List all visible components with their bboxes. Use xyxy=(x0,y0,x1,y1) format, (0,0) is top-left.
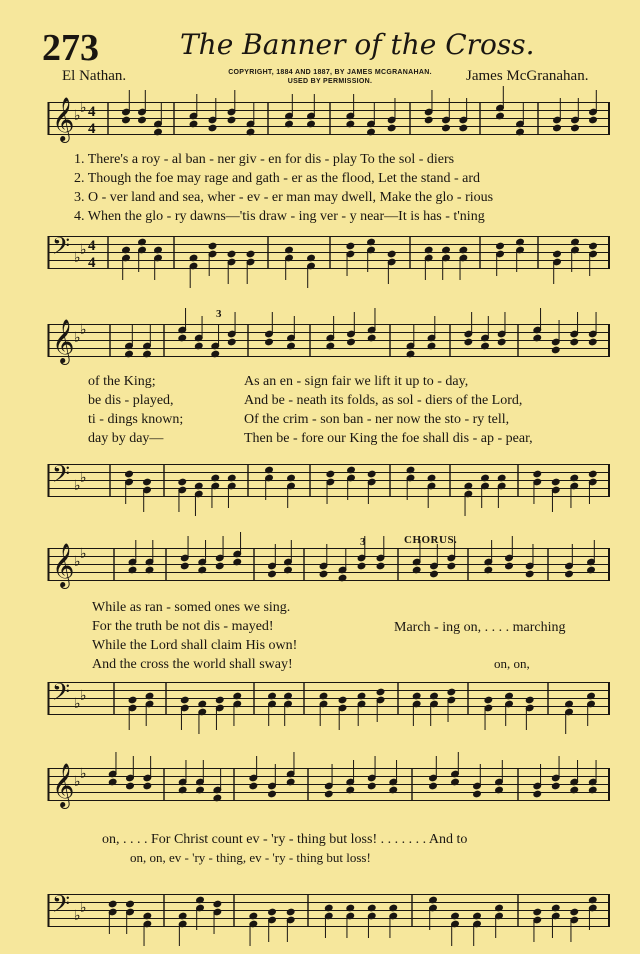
svg-text:4: 4 xyxy=(88,238,96,254)
svg-text:♭: ♭ xyxy=(74,478,81,494)
svg-text:♭: ♭ xyxy=(80,900,87,916)
svg-text:4: 4 xyxy=(88,121,96,137)
treble-staff xyxy=(48,543,610,596)
chorus-lyrics: on, . . . . For Christ count ev - 'ry - thing but loss! . . . . . . . And to xyxy=(102,832,468,847)
copyright-notice xyxy=(196,68,464,86)
svg-text:𝄢: 𝄢 xyxy=(52,678,71,711)
svg-text:♭: ♭ xyxy=(74,696,81,712)
svg-text:♭: ♭ xyxy=(74,554,81,570)
lyric-fragment: As an en - sign fair we lift it up to - day, xyxy=(244,374,469,389)
verse-1-line: 1. There's a roy - al ban - ner giv - en for dis - play To the sol - diers xyxy=(74,152,455,167)
hymn-title: The Banner of the Cross. xyxy=(180,28,535,61)
svg-text:♭: ♭ xyxy=(80,322,87,338)
lyric-fragment: Of the crim - son ban - ner now the sto - ry tell, xyxy=(244,412,510,427)
lyric-fragment: of the King; xyxy=(88,374,156,389)
lyric-fragment: And be - neath its folds, as sol - diers of the Lord, xyxy=(244,393,523,408)
treble-staff xyxy=(48,319,610,372)
svg-text:𝄞: 𝄞 xyxy=(52,97,75,141)
bass-staff xyxy=(48,678,610,730)
lyric-fragment: Then be - fore our King the foe shall dis - ap - pear, xyxy=(244,431,533,446)
chorus-label: CHORUS. xyxy=(404,534,458,546)
svg-text:𝄞: 𝄞 xyxy=(52,319,75,363)
verse-4-line: 4. When the glo - ry dawns—'tis draw - ing ver - y near—It is has - t'ning xyxy=(74,209,485,224)
verse-2-line: 2. Though the foe may rage and gath - er as the flood, Let the stand - ard xyxy=(74,171,480,186)
hymn-author: El Nathan. xyxy=(62,68,127,84)
chorus-refrain: March - ing on, . . . . marching xyxy=(394,620,566,635)
triplet-mark: 3 xyxy=(360,536,366,548)
bass-staff xyxy=(48,232,610,284)
svg-text:𝄢: 𝄢 xyxy=(52,232,71,265)
bass-staff xyxy=(48,890,610,942)
lyric-fragment: be dis - played, xyxy=(88,393,174,408)
lyric-fragment: day by day— xyxy=(88,431,164,446)
treble-staff xyxy=(48,97,610,150)
svg-text:𝄢: 𝄢 xyxy=(52,460,71,493)
svg-text:♭: ♭ xyxy=(80,242,87,258)
svg-text:♭: ♭ xyxy=(80,766,87,782)
chorus-lyrics-low: on, on, ev - 'ry - thing, ev - 'ry - thing but loss! xyxy=(130,850,371,865)
music-system-4 xyxy=(48,758,610,938)
svg-text:♭: ♭ xyxy=(80,100,87,116)
permission-line: USED BY PERMISSION. xyxy=(287,78,373,85)
verse-3-line: While the Lord shall claim His own! xyxy=(92,638,298,653)
lyric-fragment: ti - dings known; xyxy=(88,412,184,427)
treble-staff xyxy=(48,763,610,816)
svg-text:♭: ♭ xyxy=(74,908,81,924)
verse-2-line: For the truth be not dis - mayed! xyxy=(92,619,274,634)
svg-text:𝄞: 𝄞 xyxy=(52,543,75,587)
svg-text:♭: ♭ xyxy=(74,108,81,124)
verse-1-line: While as ran - somed ones we sing. xyxy=(92,600,291,615)
music-system-1 xyxy=(48,96,610,276)
chorus-refrain-low: on, on, xyxy=(494,656,530,671)
svg-text:♭: ♭ xyxy=(80,546,87,562)
svg-text:4: 4 xyxy=(88,255,96,271)
svg-text:♭: ♭ xyxy=(74,250,81,266)
hymn-composer: James McGranahan. xyxy=(466,68,589,84)
verse-4-line: And the cross the world shall sway! xyxy=(92,657,293,672)
music-system-2 xyxy=(48,308,610,498)
svg-text:𝄢: 𝄢 xyxy=(52,890,71,923)
svg-text:𝄞: 𝄞 xyxy=(52,763,75,807)
music-system-3 xyxy=(48,534,610,720)
svg-text:♭: ♭ xyxy=(74,330,81,346)
bass-staff xyxy=(48,460,610,512)
svg-text:♭: ♭ xyxy=(80,470,87,486)
svg-text:4: 4 xyxy=(88,104,96,120)
svg-text:♭: ♭ xyxy=(80,688,87,704)
verse-3-line: 3. O - ver land and sea, wher - ev - er man may dwell, Make the glo - rious xyxy=(74,190,494,205)
copyright-line: COPYRIGHT, 1884 AND 1887, BY JAMES MCGRANAHAN. xyxy=(228,69,432,76)
svg-text:♭: ♭ xyxy=(74,774,81,790)
hymn-number: 273 xyxy=(42,27,99,69)
triplet-mark: 3 xyxy=(216,308,222,320)
